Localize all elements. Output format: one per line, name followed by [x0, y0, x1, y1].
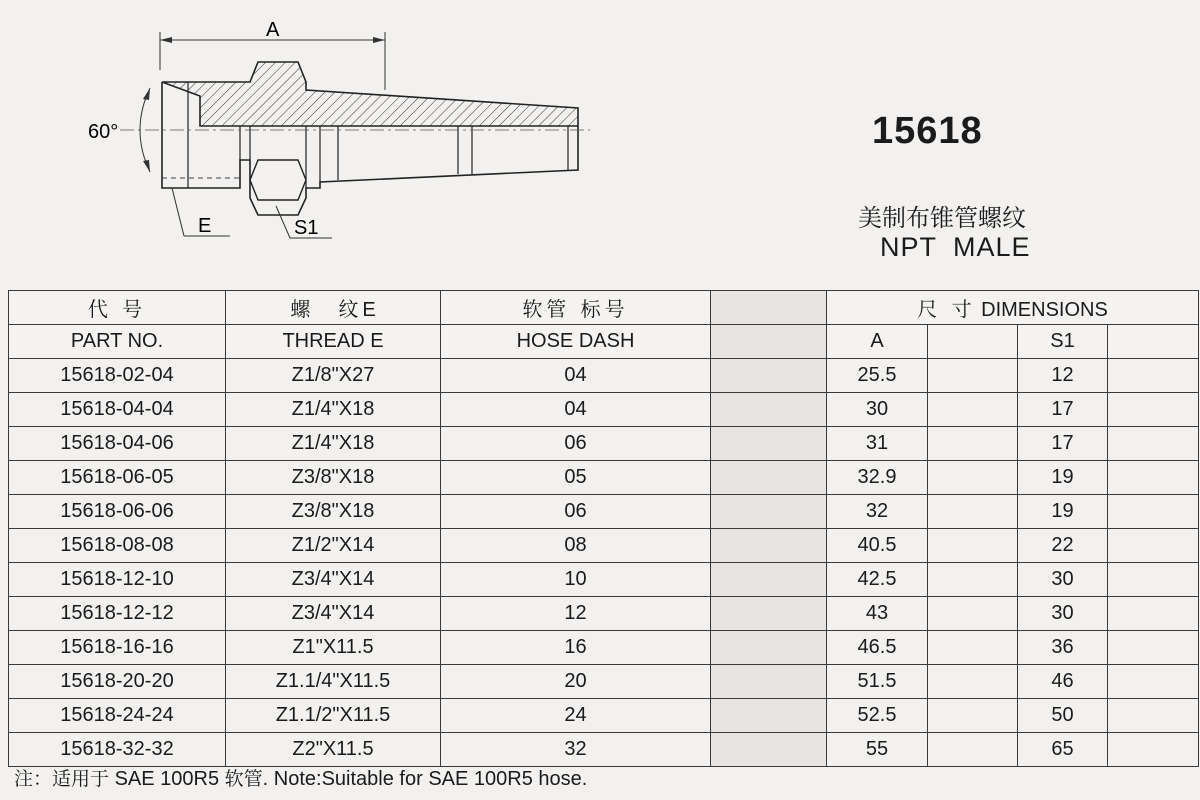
- dim-a-cell: 40.5: [827, 529, 928, 563]
- hose-dash-cell: 16: [441, 631, 711, 665]
- col-blank-3: [928, 325, 1018, 359]
- blank-cell: [928, 631, 1018, 665]
- hose-dash-cell: 04: [441, 393, 711, 427]
- col-hose-en: HOSE DASH: [441, 325, 711, 359]
- blank-cell: [928, 563, 1018, 597]
- col-part-no-en: PART NO.: [9, 325, 226, 359]
- part-no-cell: 15618-24-24: [9, 699, 226, 733]
- table-row: [9, 393, 1199, 427]
- hose-dash-cell: 12: [441, 597, 711, 631]
- blank-cell: [928, 427, 1018, 461]
- dim-s1-cell: 46: [1018, 665, 1108, 699]
- part-no-cell: 15618-06-05: [9, 461, 226, 495]
- blank-cell: [1108, 427, 1199, 461]
- dim-s1-cell: 19: [1018, 461, 1108, 495]
- part-no-cell: 15618-04-04: [9, 393, 226, 427]
- blank-cell: [1108, 529, 1199, 563]
- table-row: [9, 733, 1199, 767]
- dim-s1-cell: 17: [1018, 427, 1108, 461]
- dim-s1-cell: 36: [1018, 631, 1108, 665]
- table-row: [9, 563, 1199, 597]
- footnote-cn-prefix: 注：适用于: [14, 768, 110, 790]
- thread-cell: Z1/8"X27: [226, 359, 441, 393]
- spec-table: [8, 290, 1199, 767]
- part-no-cell: 15618-16-16: [9, 631, 226, 665]
- blank-cell: [928, 495, 1018, 529]
- blank-cell: [711, 359, 827, 393]
- footnote: [8, 763, 1198, 796]
- label-a: A: [266, 19, 280, 41]
- dim-a-cell: 51.5: [827, 665, 928, 699]
- blank-cell: [928, 359, 1018, 393]
- table-row: [9, 461, 1199, 495]
- col-blank-1: [711, 291, 827, 325]
- blank-cell: [711, 631, 827, 665]
- part-no-cell: 15618-32-32: [9, 733, 226, 767]
- callout-e: [172, 188, 230, 237]
- blank-cell: [711, 393, 827, 427]
- footnote-cn-suffix: 软管: [224, 768, 263, 790]
- dim-s1-cell: 22: [1018, 529, 1108, 563]
- thread-cell: Z3/4"X14: [226, 563, 441, 597]
- blank-cell: [928, 393, 1018, 427]
- table-row: [9, 699, 1199, 733]
- dim-s1-cell: 19: [1018, 495, 1108, 529]
- blank-cell: [1108, 393, 1199, 427]
- part-no-cell: 15618-02-04: [9, 359, 226, 393]
- blank-cell: [711, 733, 827, 767]
- dim-a-cell: 43: [827, 597, 928, 631]
- blank-cell: [711, 699, 827, 733]
- dim-s1-cell: 17: [1018, 393, 1108, 427]
- col-hose-cn: 软管 标号: [441, 291, 711, 325]
- dim-s1-cell: 30: [1018, 563, 1108, 597]
- header-row-1: [9, 291, 1199, 325]
- blank-cell: [928, 597, 1018, 631]
- blank-cell: [711, 427, 827, 461]
- col-dim-a: A: [827, 325, 928, 359]
- dim-a-cell: 32: [827, 495, 928, 529]
- blank-cell: [1108, 631, 1199, 665]
- dim-a-cell: 52.5: [827, 699, 928, 733]
- dim-a-cell: 25.5: [827, 359, 928, 393]
- hose-dash-cell: 08: [441, 529, 711, 563]
- blank-cell: [711, 461, 827, 495]
- col-dimensions-en: DIMENSIONS: [981, 299, 1108, 321]
- hose-dash-cell: 32: [441, 733, 711, 767]
- dim-s1-cell: 12: [1018, 359, 1108, 393]
- callout-s1: [276, 206, 332, 239]
- dim-a-cell: 30: [827, 393, 928, 427]
- blank-cell: [711, 495, 827, 529]
- table-row: [9, 631, 1199, 665]
- header-row-2: [9, 325, 1199, 359]
- footnote-cn-middle: SAE 100R5: [114, 768, 220, 790]
- col-thread-cn: [226, 291, 441, 325]
- thread-cell: Z2"X11.5: [226, 733, 441, 767]
- blank-cell: [1108, 733, 1199, 767]
- blank-cell: [928, 733, 1018, 767]
- title-chinese: 美制布锥管螺纹: [858, 204, 1026, 232]
- blank-cell: [928, 461, 1018, 495]
- col-blank-4: [1108, 325, 1199, 359]
- blank-cell: [1108, 563, 1199, 597]
- thread-cell: Z1/4"X18: [226, 427, 441, 461]
- hose-dash-cell: 04: [441, 359, 711, 393]
- part-no-cell: 15618-04-06: [9, 427, 226, 461]
- table-row: [9, 427, 1199, 461]
- fitting-drawing: [80, 10, 620, 260]
- dim-a-cell: 46.5: [827, 631, 928, 665]
- part-no-cell: 15618-12-10: [9, 563, 226, 597]
- dim-s1-cell: 50: [1018, 699, 1108, 733]
- label-angle: 60°: [88, 121, 119, 143]
- table-row: [9, 597, 1199, 631]
- blank-cell: [711, 529, 827, 563]
- dim-a-cell: 55: [827, 733, 928, 767]
- table-row: [9, 359, 1199, 393]
- table-row: [9, 495, 1199, 529]
- thread-cell: Z3/4"X14: [226, 597, 441, 631]
- hose-dash-cell: 20: [441, 665, 711, 699]
- thread-cell: Z1.1/4"X11.5: [226, 665, 441, 699]
- col-part-no-cn: 代 号: [9, 291, 226, 325]
- table-row: [9, 529, 1199, 563]
- col-dim-s1: S1: [1018, 325, 1108, 359]
- dim-a-cell: 42.5: [827, 563, 928, 597]
- dim-s1-cell: 65: [1018, 733, 1108, 767]
- col-dimensions: [827, 291, 1199, 325]
- thread-cell: Z1"X11.5: [226, 631, 441, 665]
- blank-cell: [1108, 665, 1199, 699]
- part-no-cell: 15618-12-12: [9, 597, 226, 631]
- blank-cell: [711, 563, 827, 597]
- thread-cell: Z3/8"X18: [226, 461, 441, 495]
- col-blank-2: [711, 325, 827, 359]
- part-no-cell: 15618-08-08: [9, 529, 226, 563]
- dim-a-cell: 31: [827, 427, 928, 461]
- hose-dash-cell: 24: [441, 699, 711, 733]
- blank-cell: [928, 699, 1018, 733]
- dim-a-cell: 32.9: [827, 461, 928, 495]
- footnote-en: . Note:Suitable for SAE 100R5 hose.: [262, 768, 588, 790]
- dim-s1-cell: 30: [1018, 597, 1108, 631]
- blank-cell: [1108, 699, 1199, 733]
- col-thread-suffix: E: [362, 299, 376, 321]
- thread-cell: Z3/8"X18: [226, 495, 441, 529]
- hose-dash-cell: 06: [441, 495, 711, 529]
- blank-cell: [1108, 359, 1199, 393]
- blank-cell: [1108, 461, 1199, 495]
- col-dimensions-cn: 尺 寸: [917, 297, 976, 321]
- title-english: NPT MALE: [880, 232, 1031, 262]
- hose-dash-cell: 06: [441, 427, 711, 461]
- blank-cell: [711, 597, 827, 631]
- thread-cell: Z1/4"X18: [226, 393, 441, 427]
- hose-dash-cell: 05: [441, 461, 711, 495]
- model-number: 15618: [872, 110, 983, 152]
- table-row: [9, 665, 1199, 699]
- thread-cell: Z1.1/2"X11.5: [226, 699, 441, 733]
- label-s1: S1: [294, 217, 319, 239]
- label-e: E: [198, 215, 212, 237]
- part-no-cell: 15618-20-20: [9, 665, 226, 699]
- thread-cell: Z1/2"X14: [226, 529, 441, 563]
- hose-dash-cell: 10: [441, 563, 711, 597]
- blank-cell: [928, 665, 1018, 699]
- blank-cell: [928, 529, 1018, 563]
- blank-cell: [711, 665, 827, 699]
- col-thread-en: THREAD E: [226, 325, 441, 359]
- blank-cell: [1108, 597, 1199, 631]
- blank-cell: [1108, 495, 1199, 529]
- col-thread-cn-text: 螺 纹: [290, 297, 363, 321]
- part-no-cell: 15618-06-06: [9, 495, 226, 529]
- fitting-section: [120, 62, 590, 215]
